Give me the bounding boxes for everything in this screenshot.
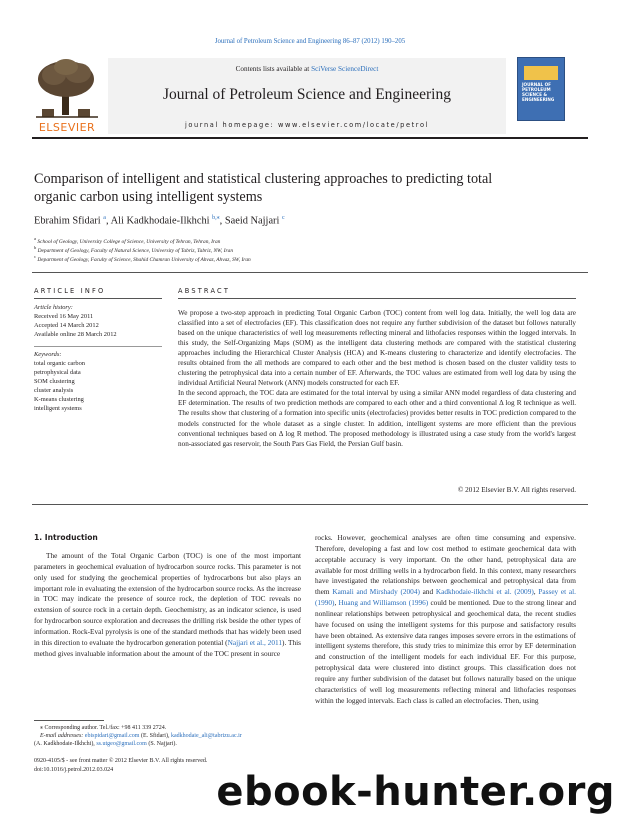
keyword: SOM clustering bbox=[34, 378, 75, 385]
author-name[interactable]: Ebrahim Sfidari bbox=[34, 215, 101, 227]
author-sup[interactable]: a bbox=[103, 215, 106, 221]
abstract-paragraph-2: In the second approach, the TOC data are estimated for the total interval by using a similar ANN model regardless of data clustering and EF determination. The results of two prediction methods are compared to each other and a third conventional Δ log R technique as well. The results show that clustering of a formation into specific units (electrofacies) provides better results in TOC prediction compared to the models constructed for the whole dataset as a single cluster. In addition, intelligent systems are more efficient than the previous conventional techniques based on Δ log R method. The proposed methodology is illustrated using a case study from the world's largest non-associated gas reservoir, the South Pars Gas Field, the Persian Gulf basin. bbox=[178, 389, 576, 448]
affiliation-sup: c bbox=[34, 254, 36, 259]
keyword: total organic carbon bbox=[34, 360, 85, 367]
history-received: Received 16 May 2011 bbox=[34, 313, 94, 320]
affiliation-sup: a bbox=[34, 236, 36, 241]
history-online: Available online 28 March 2012 bbox=[34, 331, 117, 338]
journal-masthead bbox=[108, 58, 506, 134]
email-link[interactable]: kadkhodaie_ali@tabrizu.ac.ir bbox=[170, 733, 242, 739]
abstract-divider bbox=[32, 504, 588, 505]
author-sup[interactable]: c bbox=[282, 215, 285, 221]
citation-link[interactable]: Passey et al. (1990) bbox=[315, 587, 576, 608]
citation-link[interactable]: Kadkhodaie-ilkhchi et al. (2009) bbox=[435, 587, 534, 597]
abstract-copyright: © 2012 Elsevier B.V. All rights reserved. bbox=[457, 486, 576, 494]
citation-link[interactable]: Kamali and Mirshady (2004) bbox=[332, 587, 420, 597]
keyword: petrophysical data bbox=[34, 369, 81, 376]
journal-homepage[interactable]: journal homepage: www.elsevier.com/locate/petrol bbox=[184, 121, 430, 129]
masthead-rule bbox=[32, 137, 588, 139]
affiliation-text: Department of Geology, Faculty of Natural Science, University of Tabriz, Tabriz, NW, Iran bbox=[37, 247, 234, 254]
affiliation-text: Department of Geology, Faculty of Science, Shahid Chamran University of Ahvaz, Ahvaz, SW, Iran bbox=[37, 256, 251, 263]
abstract-body bbox=[178, 308, 576, 449]
keyword: cluster analysis bbox=[34, 387, 74, 394]
corresponding-author-note: ⁎ Corresponding author. Tel./fax: +98 411 339 2724. bbox=[40, 725, 167, 731]
title-line-1: Comparison of intelligent and statistical clustering approaches to predicting total bbox=[34, 171, 493, 187]
affiliation bbox=[34, 245, 574, 254]
journal-title: Journal of Petroleum Science and Engineering bbox=[163, 86, 451, 103]
issn-line: 0920-4105/$ - see front matter © 2012 Elsevier B.V. All rights reserved. bbox=[34, 758, 208, 764]
email-addresses: E-mail addresses: ebispidari@gmail.com (E. Sfidari), kadkhodaie_ali@tabrizu.ac.ir bbox=[40, 733, 242, 739]
history-label: Article history: bbox=[34, 304, 73, 311]
citation-link[interactable]: Huang and Williamson (1996) bbox=[338, 598, 429, 608]
email-link[interactable]: ss.utgeo@gmail.com bbox=[96, 741, 147, 747]
contents-prefix: Contents lists available at bbox=[235, 65, 312, 73]
history-accepted: Accepted 14 March 2012 bbox=[34, 322, 99, 329]
body-column-right bbox=[315, 533, 576, 707]
article-info-heading: ARTICLE INFO bbox=[34, 287, 106, 295]
keyword: intelligent systems bbox=[34, 405, 82, 412]
publisher-name: ELSEVIER bbox=[38, 121, 96, 134]
author-name[interactable]: Saeid Najjari bbox=[224, 215, 280, 227]
watermark-text: ebook-hunter.org bbox=[216, 769, 615, 815]
contents-line bbox=[108, 65, 506, 73]
section-heading: 1. Introduction bbox=[34, 533, 98, 542]
email-addresses-cont: (A. Kadkhodaie-Ilkhchi), ss.utgeo@gmail.com (S. Najjari). bbox=[34, 741, 177, 747]
abstract-heading: ABSTRACT bbox=[178, 287, 231, 295]
doi-link[interactable]: doi:10.1016/j.petrol.2012.03.024 bbox=[34, 767, 114, 773]
affiliation bbox=[34, 236, 574, 245]
cover-text: JOURNAL OF PETROLEUM SCIENCE & ENGINEERING bbox=[522, 82, 555, 102]
citation-link[interactable]: Najjari et al., 2011 bbox=[227, 637, 283, 647]
author-list: Ebrahim Sfidari $^a$, Ali Kadkhodaie-Ilkhchi $^{b,⁎}$, Saeid Najjari $^c$ bbox=[34, 215, 285, 227]
header-divider bbox=[32, 272, 588, 273]
title-line-2: organic carbon using intelligent systems bbox=[34, 189, 263, 205]
body-column-left bbox=[34, 551, 301, 659]
author-sup[interactable]: b,⁎ bbox=[212, 215, 220, 221]
article-title bbox=[34, 170, 574, 206]
affiliation bbox=[34, 254, 574, 263]
elsevier-logo bbox=[32, 57, 102, 135]
journal-cover-image bbox=[517, 57, 565, 121]
body-paragraph: rocks. However, geochemical analyses are often time consuming and expensive. Therefore, developing a fast and low cost method to estimate geochemical data with acceptable accuracy is very important. On the other hand, petrophysical data are available for most drilling wells in a hydrocarbon field. In this context, many researchers have investigated the relationships between geochemical and petrophysical data from them Kamali and Mirshady (2004) and Kadkhodaie-ilkhchi et al. (2009), Passey et al. (1990), Huang and Williamson (1996) could be mentioned. Due to the strong linear and nonlinear relationships between petrophysical and geochemical data, the recent studies have focused on using the intelligent systems for this purpose and satisfactory results have been obtained. As extensive data ranges imposes severe errors in the estimations of intelligent systems therefore, this study tries to minimize this error by EF determination and construction of the intelligent models for each individual EF. For this purpose, petrophysical data were clustered into distinct groups. This classification does not require any further subdivision of the dataset but follows naturally based on the unique characteristics of well log measurements reflecting mineral and lithofacies responses within the logged intervals. Each class is called an electrofacies. Then, using bbox=[315, 533, 577, 705]
email-link[interactable]: ebispidari@gmail.com bbox=[84, 733, 140, 739]
affiliation-sup: b bbox=[34, 245, 37, 250]
author-name[interactable]: Ali Kadkhodaie-Ilkhchi bbox=[110, 215, 210, 227]
keywords-label: Keywords: bbox=[34, 351, 62, 358]
journal-citation[interactable]: Journal of Petroleum Science and Engineering 86–87 (2012) 190–205 bbox=[214, 38, 406, 45]
keyword: K-means clustering bbox=[34, 396, 84, 403]
sciencedirect-link[interactable]: SciVerse ScienceDirect bbox=[311, 65, 379, 73]
abstract-paragraph-1: We propose a two-step approach in predicting Total Organic Carbon (TOC) content from well log data. Initially, the well log data are classified into a set of electrofacies (EF). This classification does not require any further subdivision of the dataset but follows naturally based on the unique characteristics of well log measurements reflecting mineral and lithofacies responses within the logged intervals. In this study, the Self-Organizing Maps (SOM) as the intelligent data clustering methods are compared with the statistical clustering approaches including the Hierarchical Cluster Analysis (HCA) and K-means clustering to characterize and identify electrofacies. The results obtained from the all methods are compared to each other and the best method is chosen based on the cluster validity tests to clustering the petrophysical data into a certain number of EF. Afterwards, the TOC values are estimated from well log data by using the individual Artificial Neural Network (ANN) models constructed for each EF. bbox=[178, 309, 576, 388]
body-paragraph: The amount of the Total Organic Carbon (TOC) is one of the most important parameters in geochemical evaluation of hydrocarbon source rocks. This parameter is not only used for studying the geochemical properties of hydrocarbons but also plays an important role in evaluating the extension of the hydrocarbon source rocks. As the increase in TOC may indicate the presence of source rock, the depletion of TOC reveals no extension of source rock in a certain depth. Geochemistry, as an indicator science, is used for hydrocarbon source exploration and decreases the drilling risk beside the other types of information. Rock-Eval pyrolysis is one of the standard methods that has widely been used in this direction to evaluate the hydrocarbon generation potential (Najjari et al., 2011). This method gives invaluable information about the amount of the TOC present in source bbox=[34, 551, 301, 658]
affiliation-text: School of Geology, University College of Science, University of Tehran, Tehran, Iran bbox=[37, 238, 221, 245]
